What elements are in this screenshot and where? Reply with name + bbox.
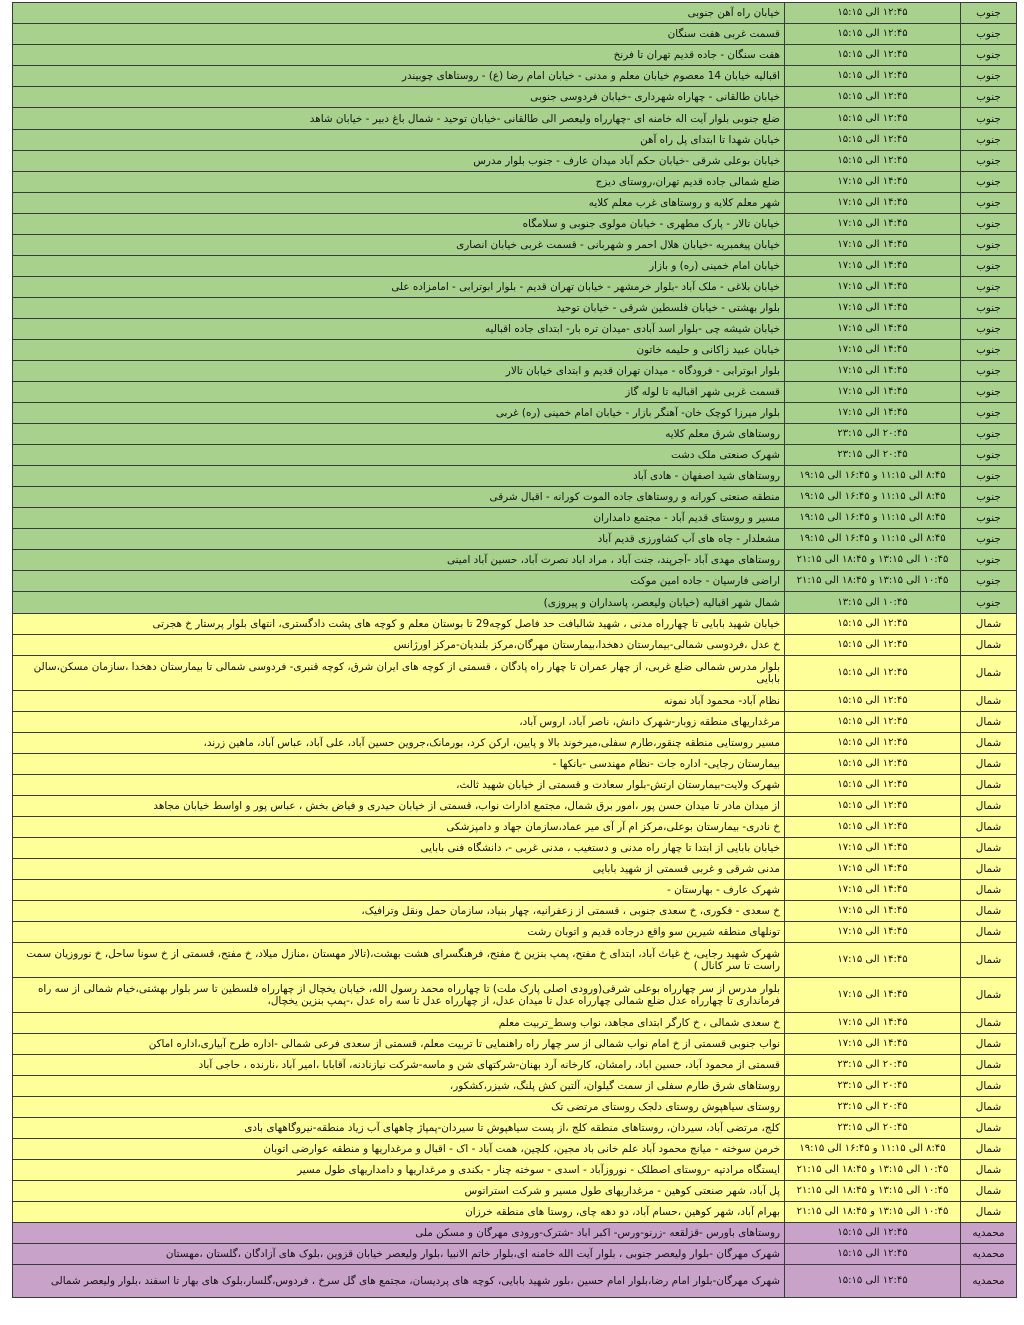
time-cell: ۱۰:۴۵ الی ۱۳:۱۵ xyxy=(785,592,961,614)
region-cell: شمال xyxy=(961,1118,1017,1139)
table-row xyxy=(13,298,1017,319)
table-row xyxy=(13,859,1017,880)
area-cell: مرغداریهای منطقه زوبار-شهرک دانش، ناصر آباد، اروس آباد، xyxy=(13,712,785,733)
time-cell: ۱۲:۴۵ الی ۱۵:۱۵ xyxy=(785,108,961,130)
table-row xyxy=(13,1034,1017,1055)
area-cell: روستاهای شرق معلم کلایه xyxy=(13,424,785,445)
region-cell: جنوب xyxy=(961,3,1017,24)
table-row xyxy=(13,1202,1017,1223)
table-row xyxy=(13,656,1017,691)
time-cell: ۱۴:۴۵ الی ۱۷:۱۵ xyxy=(785,319,961,340)
region-cell: جنوب xyxy=(961,87,1017,108)
time-cell: ۱۴:۴۵ الی ۱۷:۱۵ xyxy=(785,193,961,214)
time-cell: ۱۲:۴۵ الی ۱۵:۱۵ xyxy=(785,87,961,108)
table-row xyxy=(13,277,1017,298)
area-cell: مسیر روستایی منطقه چنقور،طارم سفلی،میرخوند بالا و پایین، ارکن کرد، بورمانک،جروین حسین آباد، علی آباد، عباس آباد، ماهین زرند، xyxy=(13,733,785,754)
area-cell: خ سعدی شمالی ، خ کارگر ابتدای مجاهد، نواب وسط_تربیت معلم xyxy=(13,1013,785,1034)
region-cell: شمال xyxy=(961,733,1017,754)
time-cell: ۱۲:۴۵ الی ۱۵:۱۵ xyxy=(785,796,961,817)
region-cell: شمال xyxy=(961,656,1017,691)
area-cell: اراضی فارسیان - جاده امین موکت xyxy=(13,571,785,592)
area-cell: خیابان راه آهن جنوبی xyxy=(13,3,785,24)
region-cell: جنوب xyxy=(961,298,1017,319)
area-cell: روستاهای شرق طارم سفلی از سمت گیلوان، آلتین کش پلنگ، شیزر،کشکور، xyxy=(13,1076,785,1097)
area-cell: شمال شهر اقبالیه (خیابان ولیعصر، پاسداران و پیروزی) xyxy=(13,592,785,614)
table-row xyxy=(13,754,1017,775)
table-row xyxy=(13,880,1017,901)
table-row xyxy=(13,614,1017,635)
area-cell: بلوار مدرس از سر چهارراه بوعلی شرقی(ورودی اصلی پارک ملت) تا چهارراه محمد رسول الله، خیابان یخچال از چهارراه فلسطین تا سر بلوار بهشتی،خیام شمالی از سه راه فرمانداری تا چهارراه عدل ضلع شمالی چهارراه عدل تا میدان عدل، از چهارراه عدل تا سه راه عدل ،-پمپ بنزین یخچال، xyxy=(13,978,785,1013)
region-cell: جنوب xyxy=(961,571,1017,592)
region-cell: شمال xyxy=(961,1055,1017,1076)
region-cell: جنوب xyxy=(961,361,1017,382)
area-cell: بیمارستان رجایی- اداره جات -نظام مهندسی -بانکها - xyxy=(13,754,785,775)
time-cell: ۱۲:۴۵ الی ۱۵:۱۵ xyxy=(785,712,961,733)
area-cell: شهرک مهرگان -بلوار ولیعصر جنوبی ، بلوار آیت الله خامنه ای،بلوار خاتم الانبیا ،بلوار ولیعصر خیابان قزوین ،بلوک های آزادگان ،گلستان ،مهستان xyxy=(13,1244,785,1265)
region-cell: جنوب xyxy=(961,214,1017,235)
time-cell: ۱۴:۴۵ الی ۱۷:۱۵ xyxy=(785,943,961,978)
time-cell: ۱۴:۴۵ الی ۱۷:۱۵ xyxy=(785,382,961,403)
time-cell: ۱۴:۴۵ الی ۱۷:۱۵ xyxy=(785,901,961,922)
area-cell: بلوار بهشتی - خیابان فلسطین شرقی - خیابان توحید xyxy=(13,298,785,319)
time-cell: ۱۴:۴۵ الی ۱۷:۱۵ xyxy=(785,880,961,901)
area-cell: خیابان بوعلی شرقی -خیابان حکم آباد میدان عارف - جنوب بلوار مدرس xyxy=(13,151,785,172)
area-cell: شهرک شهید رجایی، خ غیاث آباد، ابتدای خ مفتح، پمپ بنزین خ مفتح، فرهنگسرای هشت بهشت،(تالار مهستان ،منازل میلاد، خ مفتح، قسمتی از خ سونا ساحل، خ نوروزیان سمت راست تا سر کانال ) xyxy=(13,943,785,978)
area-cell: خیابان تالار - پارک مطهری - خیابان مولوی جنوبی و سلامگاه xyxy=(13,214,785,235)
area-cell: روستاهای باورس -قزلقعه -زرنو-ورس- اکبر اباد -شترک-ورودی مهرگان و مسکن ملی xyxy=(13,1223,785,1244)
area-cell: بلوار میرزا کوچک خان- آهنگر بازار - خیابان امام خمینی (ره) غربی xyxy=(13,403,785,424)
area-cell: شهر معلم کلایه و روستاهای غرب معلم کلایه xyxy=(13,193,785,214)
region-cell: جنوب xyxy=(961,319,1017,340)
region-cell: شمال xyxy=(961,775,1017,796)
region-cell: جنوب xyxy=(961,487,1017,508)
table-row xyxy=(13,340,1017,361)
table-row xyxy=(13,733,1017,754)
table-row xyxy=(13,66,1017,87)
area-cell: مشعلدار - چاه های آب کشاورزی قدیم آباد xyxy=(13,529,785,550)
area-cell: نواب جنوبی قسمتی از خ امام نواب شمالی از سر چهار راه راهنمایی تا تربیت معلم، قسمتی از سعدی فرعی شمالی -اداره طرح آبیاری،اداره اماکن xyxy=(13,1034,785,1055)
area-cell: خ نادری- بیمارستان بوعلی،مرکز ام آر آی میر عماد،سازمان جهاد و دامپزشکی xyxy=(13,817,785,838)
table-row xyxy=(13,235,1017,256)
time-cell: ۱۲:۴۵ الی ۱۵:۱۵ xyxy=(785,66,961,87)
time-cell: ۱۴:۴۵ الی ۱۷:۱۵ xyxy=(785,340,961,361)
table-row xyxy=(13,1013,1017,1034)
time-cell: ۱۲:۴۵ الی ۱۵:۱۵ xyxy=(785,775,961,796)
time-cell: ۱۴:۴۵ الی ۱۷:۱۵ xyxy=(785,978,961,1013)
region-cell: جنوب xyxy=(961,340,1017,361)
region-cell: جنوب xyxy=(961,45,1017,66)
table-row xyxy=(13,108,1017,130)
region-cell: محمدیه xyxy=(961,1223,1017,1244)
region-cell: شمال xyxy=(961,1202,1017,1223)
table-row xyxy=(13,978,1017,1013)
area-cell: تونلهای منطقه شیرین سو واقع درجاده قدیم و اتوبان رشت xyxy=(13,922,785,943)
table-row xyxy=(13,775,1017,796)
table-row xyxy=(13,943,1017,978)
area-cell: خرمن سوخته - میانج محمود آباد علم خانی باد مجین، کلچین، همت آباد - اک - اقبال و مرغداریها و منطقه عوارضی اتوبان xyxy=(13,1139,785,1160)
time-cell: ۱۴:۴۵ الی ۱۷:۱۵ xyxy=(785,214,961,235)
table-row xyxy=(13,172,1017,193)
time-cell: ۱۲:۴۵ الی ۱۵:۱۵ xyxy=(785,635,961,656)
region-cell: شمال xyxy=(961,978,1017,1013)
table-row xyxy=(13,403,1017,424)
table-row xyxy=(13,529,1017,550)
region-cell: جنوب xyxy=(961,529,1017,550)
region-cell: شمال xyxy=(961,838,1017,859)
table-row xyxy=(13,1076,1017,1097)
area-cell: کلج، مرتضی آباد، سیردان، روستاهای منطقه کلج ،از پست سیاهپوش تا سیردان-پمپاژ چاههای آب زیاد منطقه-نیروگاههای بادی xyxy=(13,1118,785,1139)
region-cell: جنوب xyxy=(961,66,1017,87)
time-cell: ۱۲:۴۵ الی ۱۵:۱۵ xyxy=(785,130,961,151)
region-cell: جنوب xyxy=(961,466,1017,487)
table-row xyxy=(13,445,1017,466)
region-cell: شمال xyxy=(961,712,1017,733)
table-row xyxy=(13,214,1017,235)
area-cell: خیابان عبید زاکانی و حلیمه خاتون xyxy=(13,340,785,361)
area-cell: خیابان شیشه چی -بلوار اسد آبادی -میدان تره بار- ابتدای جاده اقبالیه xyxy=(13,319,785,340)
time-cell: ۱۰:۴۵ الی ۱۳:۱۵ و ۱۸:۴۵ الی ۲۱:۱۵ xyxy=(785,1202,961,1223)
time-cell: ۱۲:۴۵ الی ۱۵:۱۵ xyxy=(785,151,961,172)
area-cell: خیابان امام خمینی (ره) و بازار xyxy=(13,256,785,277)
region-cell: محمدیه xyxy=(961,1265,1017,1298)
area-cell: هفت سنگان - جاده قدیم تهران تا فرنخ xyxy=(13,45,785,66)
area-cell: خیابان بلاغی - ملک آباد -بلوار خرمشهر - خیابان تهران قدیم - بلوار ابوترابی - امامزاده علی xyxy=(13,277,785,298)
region-cell: شمال xyxy=(961,1034,1017,1055)
area-cell: خیابان بابایی از ابتدا تا چهار راه مدنی و دستغیب ، مدنی غربی -، دانشگاه فنی بابایی xyxy=(13,838,785,859)
area-cell: قسمت غربی شهر اقبالیه تا لوله گاز xyxy=(13,382,785,403)
time-cell: ۱۲:۴۵ الی ۱۵:۱۵ xyxy=(785,45,961,66)
time-cell: ۸:۴۵ الی ۱۱:۱۵ و ۱۶:۴۵ الی ۱۹:۱۵ xyxy=(785,529,961,550)
region-cell: شمال xyxy=(961,1013,1017,1034)
time-cell: ۱۴:۴۵ الی ۱۷:۱۵ xyxy=(785,277,961,298)
region-cell: شمال xyxy=(961,817,1017,838)
region-cell: شمال xyxy=(961,922,1017,943)
area-cell: روستای سیاهپوش روستای دلجک روستای مرتضی تک xyxy=(13,1097,785,1118)
region-cell: جنوب xyxy=(961,108,1017,130)
table-row xyxy=(13,1118,1017,1139)
table-row xyxy=(13,508,1017,529)
region-cell: شمال xyxy=(961,901,1017,922)
area-cell: خیابان شهید بابایی تا چهارراه مدنی ، شهید شالبافت حد فاصل کوچه29 تا بوستان معلم و کوچه های پشت دادگستری، انتهای بلوار پرستار خ هجرتی xyxy=(13,614,785,635)
time-cell: ۱۰:۴۵ الی ۱۳:۱۵ و ۱۸:۴۵ الی ۲۱:۱۵ xyxy=(785,571,961,592)
table-row xyxy=(13,571,1017,592)
region-cell: جنوب xyxy=(961,508,1017,529)
area-cell: مدنی شرقی و غربی قسمتی از شهید بابایی xyxy=(13,859,785,880)
region-cell: جنوب xyxy=(961,277,1017,298)
time-cell: ۱۰:۴۵ الی ۱۳:۱۵ و ۱۸:۴۵ الی ۲۱:۱۵ xyxy=(785,1181,961,1202)
time-cell: ۱۲:۴۵ الی ۱۵:۱۵ xyxy=(785,1223,961,1244)
region-cell: جنوب xyxy=(961,151,1017,172)
time-cell: ۲۰:۴۵ الی ۲۳:۱۵ xyxy=(785,1055,961,1076)
table-row xyxy=(13,24,1017,45)
table-row xyxy=(13,1223,1017,1244)
region-cell: جنوب xyxy=(961,592,1017,614)
region-cell: شمال xyxy=(961,859,1017,880)
region-cell: جنوب xyxy=(961,193,1017,214)
time-cell: ۲۰:۴۵ الی ۲۳:۱۵ xyxy=(785,445,961,466)
table-row xyxy=(13,130,1017,151)
area-cell: مسیر و روستای قدیم آباد - مجتمع دامداران xyxy=(13,508,785,529)
area-cell: ضلع شمالی جاده قدیم تهران،روستای دیزج xyxy=(13,172,785,193)
region-cell: شمال xyxy=(961,691,1017,712)
time-cell: ۸:۴۵ الی ۱۱:۱۵ و ۱۶:۴۵ الی ۱۹:۱۵ xyxy=(785,487,961,508)
table-row xyxy=(13,1244,1017,1265)
area-cell: ایستگاه مرادتپه -روستای اصطلک - نوروزآباد - اسدی - سوخته چنار - بکندی و مرغداریها و دامداریهای طول مسیر xyxy=(13,1160,785,1181)
time-cell: ۲۰:۴۵ الی ۲۳:۱۵ xyxy=(785,1076,961,1097)
table-row xyxy=(13,922,1017,943)
table-row xyxy=(13,817,1017,838)
area-cell: از میدان مادر تا میدان حسن پور ،امور برق شمال، مجتمع ادارات نواب، قسمتی از خیابان حیدری و فیاض بخش ، عباس پور و اواسط خیابان مجاهد xyxy=(13,796,785,817)
time-cell: ۲۰:۴۵ الی ۲۳:۱۵ xyxy=(785,424,961,445)
time-cell: ۸:۴۵ الی ۱۱:۱۵ و ۱۶:۴۵ الی ۱۹:۱۵ xyxy=(785,1139,961,1160)
time-cell: ۱۲:۴۵ الی ۱۵:۱۵ xyxy=(785,1244,961,1265)
area-cell: شهرک عارف - بهارستان - xyxy=(13,880,785,901)
time-cell: ۱۴:۴۵ الی ۱۷:۱۵ xyxy=(785,1034,961,1055)
time-cell: ۲۰:۴۵ الی ۲۳:۱۵ xyxy=(785,1097,961,1118)
time-cell: ۱۲:۴۵ الی ۱۵:۱۵ xyxy=(785,754,961,775)
time-cell: ۱۲:۴۵ الی ۱۵:۱۵ xyxy=(785,656,961,691)
region-cell: شمال xyxy=(961,1160,1017,1181)
area-cell: نظام آباد- محمود آباد نمونه xyxy=(13,691,785,712)
time-cell: ۸:۴۵ الی ۱۱:۱۵ و ۱۶:۴۵ الی ۱۹:۱۵ xyxy=(785,508,961,529)
table-row xyxy=(13,796,1017,817)
area-cell: خ عدل ،فردوسی شمالی-بیمارستان دهخدا،بیمارستان مهرگان،مرکز بلندیان-مرکز اورژانس xyxy=(13,635,785,656)
time-cell: ۱۲:۴۵ الی ۱۵:۱۵ xyxy=(785,24,961,45)
table-row xyxy=(13,487,1017,508)
region-cell: شمال xyxy=(961,1181,1017,1202)
region-cell: جنوب xyxy=(961,24,1017,45)
region-cell: شمال xyxy=(961,1097,1017,1118)
time-cell: ۱۰:۴۵ الی ۱۳:۱۵ و ۱۸:۴۵ الی ۲۱:۱۵ xyxy=(785,550,961,571)
region-cell: جنوب xyxy=(961,550,1017,571)
region-cell: جنوب xyxy=(961,235,1017,256)
time-cell: ۱۴:۴۵ الی ۱۷:۱۵ xyxy=(785,172,961,193)
region-cell: شمال xyxy=(961,635,1017,656)
region-cell: جنوب xyxy=(961,382,1017,403)
region-cell: جنوب xyxy=(961,172,1017,193)
table-row xyxy=(13,45,1017,66)
area-cell: قسمتی از محمود آباد، حسین اباد، رامشان، کارخانه آرد بهنان-شرکتهای شن و ماسه-شرکت نیازنادنه، آقابابا ،امیر آباد ،نارنده ، حاجی آباد xyxy=(13,1055,785,1076)
region-cell: جنوب xyxy=(961,130,1017,151)
time-cell: ۱۲:۴۵ الی ۱۵:۱۵ xyxy=(785,733,961,754)
time-cell: ۱۲:۴۵ الی ۱۵:۱۵ xyxy=(785,614,961,635)
time-cell: ۱۲:۴۵ الی ۱۵:۱۵ xyxy=(785,1265,961,1298)
table-row xyxy=(13,361,1017,382)
region-cell: شمال xyxy=(961,1139,1017,1160)
table-row xyxy=(13,382,1017,403)
time-cell: ۱۴:۴۵ الی ۱۷:۱۵ xyxy=(785,838,961,859)
region-cell: جنوب xyxy=(961,445,1017,466)
region-cell: شمال xyxy=(961,1076,1017,1097)
table-row xyxy=(13,1097,1017,1118)
table-row xyxy=(13,87,1017,108)
region-cell: شمال xyxy=(961,943,1017,978)
time-cell: ۸:۴۵ الی ۱۱:۱۵ و ۱۶:۴۵ الی ۱۹:۱۵ xyxy=(785,466,961,487)
area-cell: خیابان شهدا تا ابتدای پل راه آهن xyxy=(13,130,785,151)
table-row xyxy=(13,1181,1017,1202)
time-cell: ۱۴:۴۵ الی ۱۷:۱۵ xyxy=(785,235,961,256)
table-row xyxy=(13,838,1017,859)
table-row xyxy=(13,550,1017,571)
time-cell: ۱۲:۴۵ الی ۱۵:۱۵ xyxy=(785,817,961,838)
area-cell: خیابان طالقانی - چهاراه شهرداری -خیابان فردوسی جنوبی xyxy=(13,87,785,108)
time-cell: ۱۴:۴۵ الی ۱۷:۱۵ xyxy=(785,1013,961,1034)
table-row xyxy=(13,151,1017,172)
time-cell: ۱۲:۴۵ الی ۱۵:۱۵ xyxy=(785,3,961,24)
area-cell: خ سعدی - فکوری، خ سعدی جنوبی ، قسمتی از زعفرانیه، چهار بنیاد، سازمان حمل ونقل وترافیک، xyxy=(13,901,785,922)
area-cell: شهرک ولایت-بیمارستان ارتش-بلوار سعادت و قسمتی از خیابان شهید ثالث، xyxy=(13,775,785,796)
table-row xyxy=(13,1160,1017,1181)
table-row xyxy=(13,1055,1017,1076)
region-cell: شمال xyxy=(961,796,1017,817)
table-row xyxy=(13,424,1017,445)
table-row xyxy=(13,691,1017,712)
area-cell: قسمت غربی هفت سنگان xyxy=(13,24,785,45)
table-row xyxy=(13,901,1017,922)
table-row xyxy=(13,256,1017,277)
area-cell: پل آباد، شهر صنعتی کوهین - مرغداریهای طول مسیر و شرکت استراتوس xyxy=(13,1181,785,1202)
time-cell: ۱۰:۴۵ الی ۱۳:۱۵ و ۱۸:۴۵ الی ۲۱:۱۵ xyxy=(785,1160,961,1181)
table-row xyxy=(13,592,1017,614)
region-cell: جنوب xyxy=(961,403,1017,424)
schedule-table xyxy=(12,2,1017,1298)
schedule-body xyxy=(13,3,1017,1298)
area-cell: شهرک مهرگان-بلوار امام رضا،بلوار امام حسین ،بلور شهید بابایی، کوچه های پردیسان، مجتمع های گل سرخ ، فردوس،گلسار،بلوک های بهار تا اسفند ،بلوار ولیعصر شمالی xyxy=(13,1265,785,1298)
table-row xyxy=(13,1139,1017,1160)
area-cell: منطقه صنعتی کورانه و روستاهای جاده الموت کورانه - اقبال شرقی xyxy=(13,487,785,508)
area-cell: خیابان پیغمبریه -خیابان هلال احمر و شهربانی - قسمت غربی خیابان انصاری xyxy=(13,235,785,256)
region-cell: جنوب xyxy=(961,256,1017,277)
time-cell: ۱۴:۴۵ الی ۱۷:۱۵ xyxy=(785,298,961,319)
area-cell: اقبالیه خیابان 14 معصوم خیابان معلم و مدنی - خیابان امام رضا (ع) - روستاهای چوبیندر xyxy=(13,66,785,87)
region-cell: شمال xyxy=(961,614,1017,635)
table-row xyxy=(13,1265,1017,1298)
region-cell: محمدیه xyxy=(961,1244,1017,1265)
area-cell: ضلع جنوبی بلوار آیت اله خامنه ای -چهارراه ولیعصر الی طالقانی -خیابان توحید - شمال باغ دبیر - خیابان شاهد xyxy=(13,108,785,130)
table-row xyxy=(13,319,1017,340)
table-row xyxy=(13,3,1017,24)
area-cell: شهرک صنعتی ملک دشت xyxy=(13,445,785,466)
time-cell: ۱۴:۴۵ الی ۱۷:۱۵ xyxy=(785,922,961,943)
region-cell: شمال xyxy=(961,880,1017,901)
time-cell: ۱۴:۴۵ الی ۱۷:۱۵ xyxy=(785,256,961,277)
table-row xyxy=(13,635,1017,656)
region-cell: شمال xyxy=(961,754,1017,775)
area-cell: بلوار مدرس شمالی ضلع غربی، از چهار عمران تا چهار راه پادگان ، قسمتی از کوچه های ایران شرق، کوچه قنبری- فردوسی شمالی تا بیمارستان دهخدا ،سازمان مسکن،سالن بابایی xyxy=(13,656,785,691)
time-cell: ۱۴:۴۵ الی ۱۷:۱۵ xyxy=(785,859,961,880)
table-row xyxy=(13,466,1017,487)
area-cell: بهرام آباد، شهر کوهین ،حسام آباد، دو دهه چای، روستا های منطقه خرزان xyxy=(13,1202,785,1223)
time-cell: ۱۴:۴۵ الی ۱۷:۱۵ xyxy=(785,361,961,382)
area-cell: روستاهای شید اصفهان - هادی آباد xyxy=(13,466,785,487)
table-row xyxy=(13,712,1017,733)
area-cell: بلوار ابوترابی - فرودگاه - میدان تهران قدیم و ابتدای خیابان تالار xyxy=(13,361,785,382)
time-cell: ۲۰:۴۵ الی ۲۳:۱۵ xyxy=(785,1118,961,1139)
region-cell: جنوب xyxy=(961,424,1017,445)
area-cell: روستاهای مهدی آباد -آجرپند، جنت آباد ، مراد اباد نصرت آباد، حسین آباد امینی xyxy=(13,550,785,571)
time-cell: ۱۴:۴۵ الی ۱۷:۱۵ xyxy=(785,403,961,424)
table-row xyxy=(13,193,1017,214)
time-cell: ۱۲:۴۵ الی ۱۵:۱۵ xyxy=(785,691,961,712)
